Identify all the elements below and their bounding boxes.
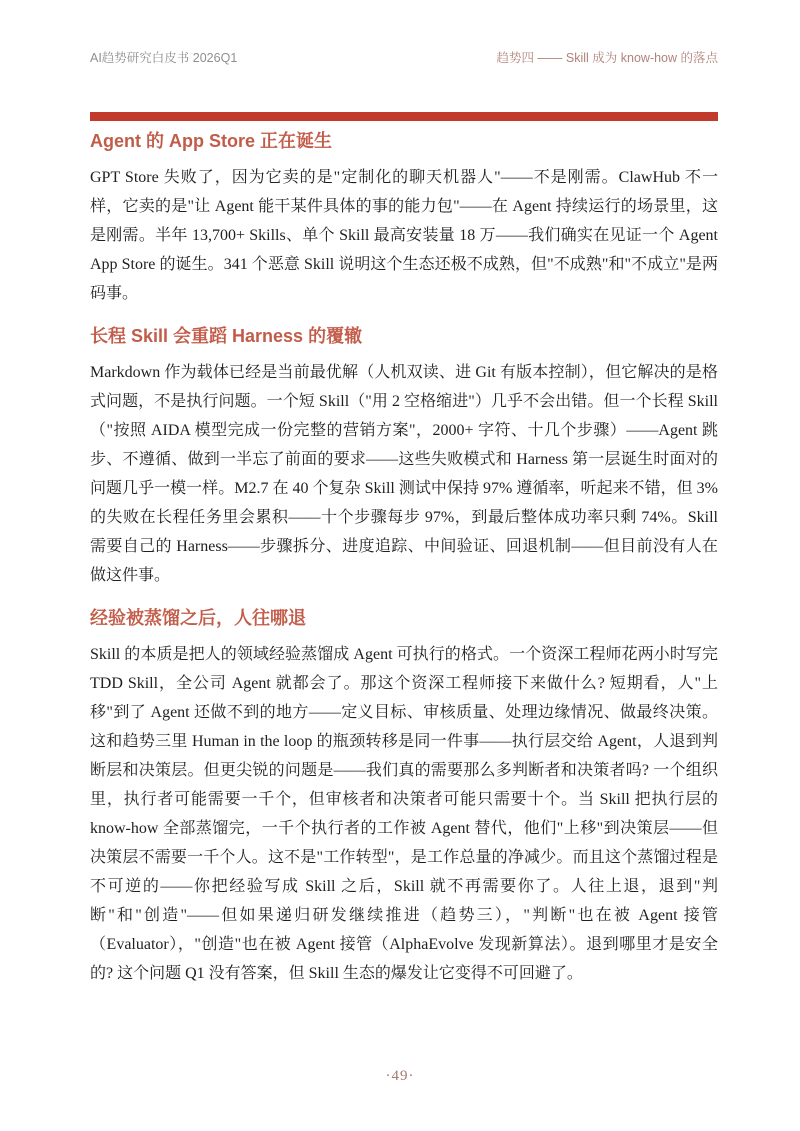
section-long-skill-harness <box>90 324 718 590</box>
accent-bar <box>90 112 718 121</box>
header-chapter-title: 趋势四 —— Skill 成为 know-how 的落点 <box>496 51 718 65</box>
section-experience-distilled <box>90 606 718 988</box>
section-paragraph: Markdown 作为载体已经是当前最优解（人机双读、进 Git 有版本控制），但它解决的是格式问题，不是执行问题。一个短 Skill（"用 2 空格缩进"）几乎不会出错。但一个长程 Skill（"按照 AIDA 模型完成一份完整的营销方案"，2000+ 字符、十几个步骤）——Agent 跳步、不遵循、做到一半忘了前面的要求——这些失败模式和 Harness 第一层诞生时面对的问题几乎一模一样。M2.7 在 40 个复杂 Skill 测试中保持 97% 遵循率，听起来不错，但 3% 的失败在长程任务里会累积——十个步骤每步 97%，到最后整体成功率只剩 74%。Skill 需要自己的 Harness——步骤拆分、进度追踪、中间验证、回退机制——但目前没有人在做这件事。 <box>90 364 718 584</box>
header-doc-title: AI趋势研究白皮书 2026Q1 <box>90 51 238 65</box>
section-heading: Agent 的 App Store 正在诞生 <box>90 131 332 151</box>
page-content <box>90 112 718 988</box>
section-heading: 长程 Skill 会重蹈 Harness 的覆辙 <box>90 326 363 346</box>
section-paragraph: Skill 的本质是把人的领域经验蒸馏成 Agent 可执行的格式。一个资深工程师花两小时写完 TDD Skill，全公司 Agent 就都会了。那这个资深工程师接下来做什么? 短期看，人"上移"到了 Agent 还做不到的地方——定义目标、审核质量、处理边缘情况、做最终决策。这和趋势三里 Human in the loop 的瓶颈转移是同一件事——执行层交给 Agent，人退到判断层和决策层。但更尖锐的问题是——我们真的需要那么多判断者和决策者吗? 一个组织里，执行者可能需要一千个，但审核者和决策者可能只需要十个。当 Skill 把执行层的 know-how 全部蒸馏完，一千个执行者的工作被 Agent 替代，他们"上移"到决策层——但决策层不需要一千个人。这不是"工作转型"，是工作总量的净减少。而且这个蒸馏过程是不可逆的——你把经验写成 Skill 之后，Skill 就不再需要你了。人往上退，退到"判断"和"创造"——但如果递归研发继续推进（趋势三），"判断"也在被 Agent 接管（Evaluator），"创造"也在被 Agent 接管（AlphaEvolve 发现新算法）。退到哪里才是安全的? 这个问题 Q1 没有答案，但 Skill 生态的爆发让它变得不可回避了。 <box>90 646 718 982</box>
section-heading: 经验被蒸馏之后，人往哪退 <box>90 608 306 628</box>
section-agent-app-store <box>90 129 718 308</box>
page-number: ·49· <box>385 1068 415 1084</box>
page-header <box>90 50 718 66</box>
section-paragraph: GPT Store 失败了，因为它卖的是"定制化的聊天机器人"——不是刚需。ClawHub 不一样，它卖的是"让 Agent 能干某件具体的事的能力包"——在 Agent 持续运行的场景里，这是刚需。半年 13,700+ Skills、单个 Skill 最高安装量 18 万——我们确实在见证一个 Agent App Store 的诞生。341 个恶意 Skill 说明这个生态还极不成熟，但"不成熟"和"不成立"是两码事。 <box>90 169 718 302</box>
